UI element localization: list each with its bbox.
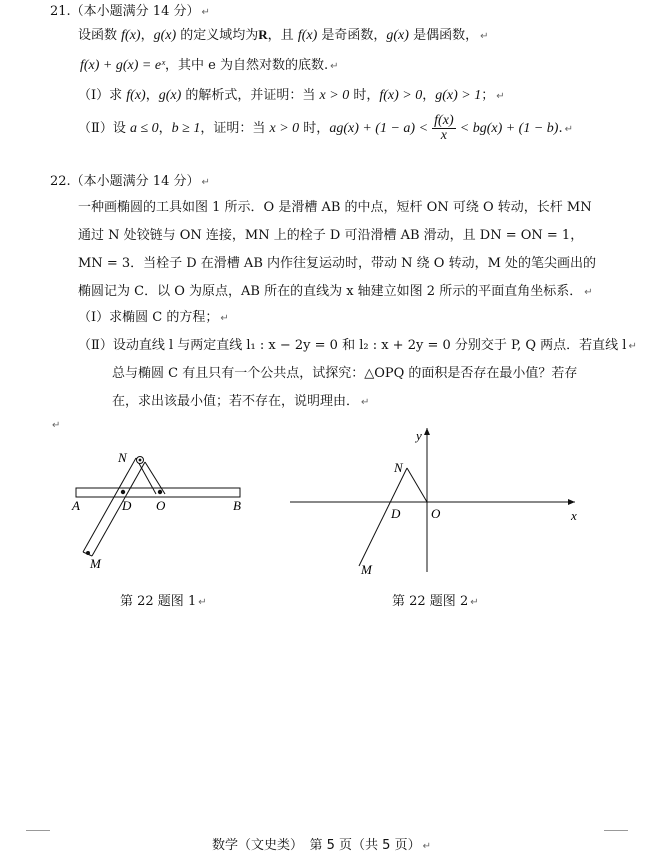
rod-mn (83, 458, 145, 556)
pivot-o (158, 490, 162, 494)
figure-1 (60, 440, 260, 580)
q21-part2: （Ⅱ）设 a ≤ 0，b ≥ 1，证明：当 x > 0 时，ag(x) + (1 − a) < $\frac{f(x)}{x}$ < bg(x) + (1 − b). ↵ (78, 113, 573, 143)
footer-rule-right (604, 830, 628, 831)
q22-line1: 一种画椭圆的工具如图 1 所示．O 是滑槽 AB 的中点，短杆 ON 可绕 O 转动，长杆 MN (78, 200, 592, 215)
fig1-label-m: M (90, 556, 101, 571)
q21-line1: 设函数 f(x)，g(x) 的定义域均为R，且 f(x) 是奇函数，g(x) 是偶函数， ↵ (78, 27, 489, 43)
return-mark: ↵ (52, 420, 61, 431)
q22-part2-line2: 总与椭圆 C 有且只有一个公共点，试探究：△OPQ 的面积是否存在最小值？若存 (112, 366, 578, 381)
q21-line2: f(x) + g(x) = eˣ，其中 e 为自然对数的底数. ↵ (80, 58, 339, 73)
q22-part2-line1: （Ⅱ）设动直线 l 与两定直线 l₁ : x − 2y = 0 和 l₂ : x + 2y = 0 分别交于 P, Q 两点．若直线 l ↵ (78, 338, 637, 353)
fig2-label-d: D (391, 506, 401, 521)
q21-part1: （Ⅰ）求 f(x)，g(x) 的解析式，并证明：当 x > 0 时，f(x) > 0，g(x) > 1； ↵ (78, 88, 505, 103)
fig1-label-b: B (233, 498, 241, 513)
q22-part1: （Ⅰ）求椭圆 C 的方程； ↵ (78, 310, 229, 325)
page-footer: 数学（文史类） 第 5 页（共 5 页） ↵ (212, 838, 431, 853)
peg-d (121, 490, 125, 494)
figure-2 (285, 422, 585, 580)
fig2-label-n: N (394, 460, 403, 475)
fig1-label-o: O (156, 498, 166, 513)
fig2-caption: 第 22 题图 2 ↵ (392, 594, 479, 609)
fig1-label-n: N (118, 450, 127, 465)
rod-on (407, 468, 427, 502)
fig2-label-m: M (361, 562, 372, 577)
fig1-caption: 第 22 题图 1 ↵ (120, 594, 207, 609)
q21-header: 21.（本小题满分 14 分） ↵ (50, 4, 210, 19)
fig2-label-o: O (431, 506, 441, 521)
fig2-label-y: y (416, 428, 422, 443)
q22-line4: 椭圆记为 C．以 O 为原点，AB 所在的直线为 x 轴建立如图 2 所示的平面直角坐标系． ↵ (78, 284, 593, 299)
fig2-label-x: x (571, 508, 577, 523)
footer-rule-left (26, 830, 50, 831)
q22-part2-line3: 在，求出该最小值；若不存在，说明理由． ↵ (112, 394, 370, 409)
fig1-label-a: A (72, 498, 80, 513)
q22-line2: 通过 N 处铰链与 ON 连接，MN 上的栓子 D 可沿滑槽 AB 滑动，且 DN = ON = 1， (78, 228, 584, 243)
fig1-label-d: D (122, 498, 132, 513)
q22-header: 22.（本小题满分 14 分） ↵ (50, 174, 210, 189)
fraction: $\frac{f(x)}{x}$ (434, 113, 454, 143)
q22-line3: MN = 3．当栓子 D 在滑槽 AB 内作往复运动时，带动 N 绕 O 转动，M 处的笔尖画出的 (78, 256, 597, 271)
pen-m (86, 551, 90, 555)
